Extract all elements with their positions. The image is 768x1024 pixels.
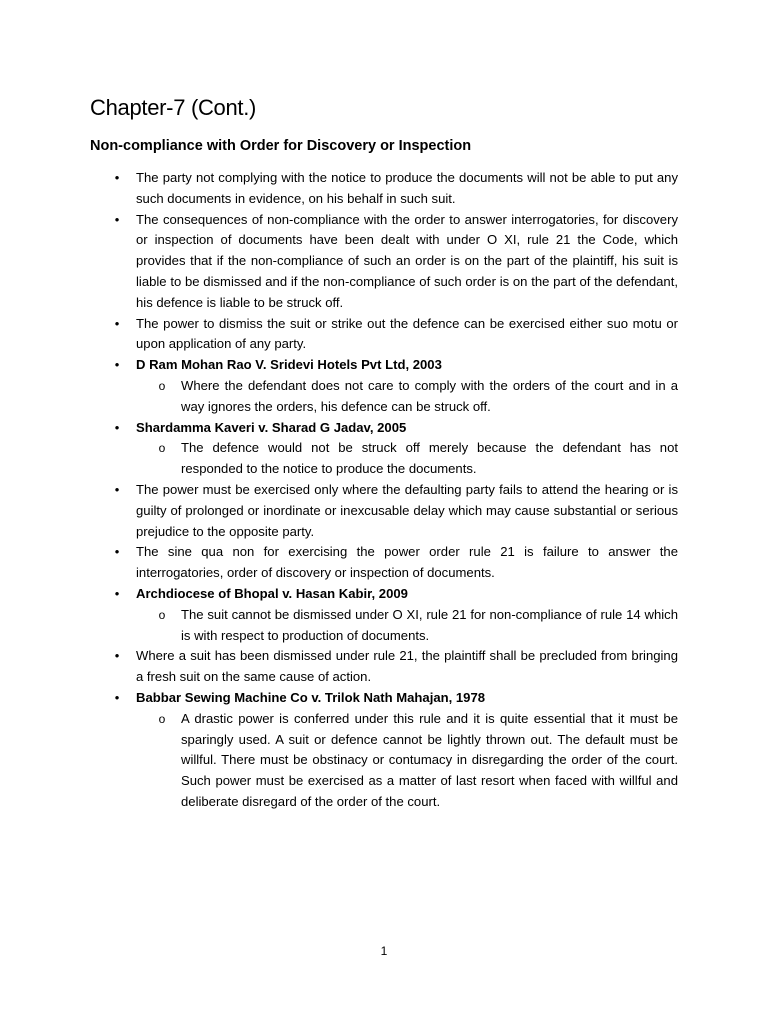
sub-item-text: The suit cannot be dismissed under O XI, rule 21 for non-compliance of rule 14 which is with respect to production of documents.: [181, 606, 678, 643]
sub-list: [136, 709, 678, 813]
case-citation: D Ram Mohan Rao V. Sridevi Hotels Pvt Ltd, 2003: [136, 357, 442, 373]
bullet-icon: •: [114, 689, 120, 705]
list-item: [90, 646, 678, 688]
bullet-icon: •: [114, 170, 120, 185]
chapter-title: Chapter-7 (Cont.): [90, 95, 257, 120]
bullet-icon: •: [114, 544, 120, 560]
case-item: [90, 355, 678, 417]
content-body: [90, 168, 678, 813]
list-item: [90, 480, 678, 542]
case-item: [90, 584, 678, 646]
sub-list: [136, 605, 678, 647]
circle-bullet-icon: o: [158, 441, 166, 456]
list-item: [90, 542, 678, 584]
case-item: [90, 688, 678, 813]
list-item: [90, 314, 678, 356]
case-citation: Archdiocese of Bhopal v. Hasan Kabir, 2009: [136, 585, 408, 601]
page-number: 1: [380, 944, 388, 958]
circle-bullet-icon: o: [158, 607, 166, 622]
item-text: The party not complying with the notice to produce the documents will not be able to put any such documents in evidence, on his behalf in such suit.: [136, 170, 678, 206]
item-text: The consequences of non-compliance with the order to answer interrogatories, for discovery or inspection of documents have been dealt with under O XI, rule 21 the Code, which provides that if the non-compliance of such an order is on the part of the plaintiff, his suit is liable to be dismissed and if the non-compliance of such order is on the part of the defendant, his defence is liable to be struck off.: [136, 211, 678, 310]
list-item: [90, 210, 678, 314]
bullet-icon: •: [114, 357, 120, 373]
bullet-icon: •: [114, 211, 120, 227]
circle-bullet-icon: o: [158, 711, 166, 726]
sub-item-text: Where the defendant does not care to comply with the orders of the court and in a way ignores the orders, his defence can be struck off.: [181, 377, 678, 414]
sub-list-item: [136, 376, 678, 418]
bullet-icon: •: [114, 585, 120, 601]
bullet-icon: •: [114, 481, 120, 497]
bullet-icon: •: [114, 648, 120, 664]
sub-list: [136, 438, 678, 480]
list-item: [90, 168, 678, 210]
bullet-list: [90, 168, 678, 813]
case-citation: Shardamma Kaveri v. Sharad G Jadav, 2005: [136, 419, 407, 435]
bullet-icon: •: [114, 315, 120, 331]
sub-item-text: The defence would not be struck off merely because the defendant has not responded to the notice to produce the documents.: [181, 440, 678, 477]
item-text: The power must be exercised only where the defaulting party fails to attend the hearing or is guilty of prolonged or inordinate or inexcusable delay which may cause substantial or serious prejudice to the opposite party.: [136, 481, 678, 539]
bullet-icon: •: [114, 419, 120, 435]
item-text: Where a suit has been dismissed under rule 21, the plaintiff shall be precluded from bringing a fresh suit on the same cause of action.: [136, 648, 678, 685]
item-text: The sine qua non for exercising the power order rule 21 is failure to answer the interrogatories, order of discovery or inspection of documents.: [136, 544, 678, 581]
section-heading: Non-compliance with Order for Discovery or Inspection: [90, 138, 472, 154]
sub-item-text: A drastic power is conferred under this rule and it is quite essential that it must be sparingly used. A suit or defence cannot be lightly thrown out. The default must be willful. There must be obstinacy or contumacy in disregarding the order of the court. Such power must be exercised as a matter of last resort when faced with willful and deliberate disregard of the order of the court.: [181, 710, 678, 809]
case-item: [90, 418, 678, 480]
item-text: The power to dismiss the suit or strike out the defence can be exercised either suo motu or upon application of any party.: [136, 315, 678, 352]
case-citation: Babbar Sewing Machine Co v. Trilok Nath Mahajan, 1978: [136, 689, 486, 705]
sub-list: [136, 376, 678, 418]
sub-list-item: [136, 438, 678, 480]
sub-list-item: [136, 709, 678, 813]
sub-list-item: [136, 605, 678, 647]
circle-bullet-icon: o: [158, 378, 166, 393]
